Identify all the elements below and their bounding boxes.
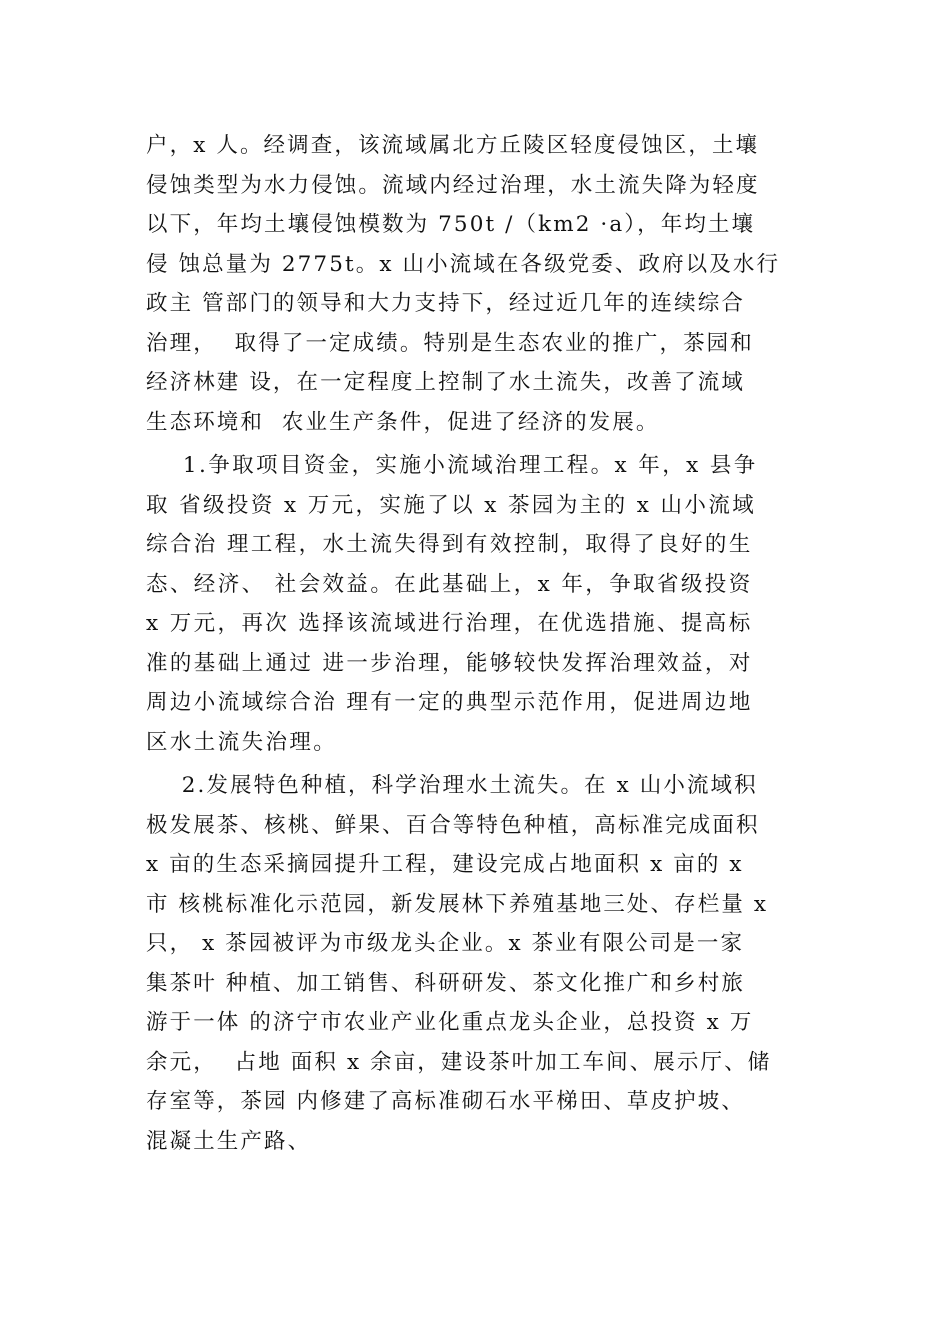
text-line: 以下，年均土壤侵蚀模数为 750t /（km2 ·a），年均土壤	[146, 212, 756, 237]
paragraph-item-1	[146, 446, 758, 762]
text-line: 治理， 取得了一定成绩。特别是生态农业的推广，茶园和	[146, 330, 754, 356]
paragraph-intro	[146, 126, 780, 442]
text-line: 混凝土生产路、	[146, 1128, 312, 1154]
text-line: 游于一体 的济宁市农业产业化重点龙头企业，总投资 x 万	[146, 1010, 754, 1035]
text-line: 只， x 茶园被评为市级龙头企业。x 茶业有限公司是一家	[146, 931, 745, 956]
text-line: 2.发展特色种植，科学治理水土流失。在 x 山小流域积	[146, 773, 758, 798]
text-line: 取 省级投资 x 万元，实施了以 x 茶园为主的 x 山小流域	[146, 492, 757, 518]
text-line: 综合治 理工程，水土流失得到有效控制，取得了良好的生	[146, 532, 753, 557]
text-line: 户，x 人。经调查，该流域属北方丘陵区轻度侵蚀区，土壤	[146, 133, 760, 158]
text-line: 准的基础上通过 进一步治理，能够较快发挥治理效益，对	[146, 650, 753, 676]
text-line: x 亩的生态采摘园提升工程，建设完成占地面积 x 亩的 x	[146, 852, 744, 877]
text-line: 政主 管部门的领导和大力支持下，经过近几年的连续综合	[146, 291, 745, 316]
text-line: x 万元，再次 选择该流域进行治理，在优选措施、提高标	[146, 611, 753, 636]
text-line: 态、经济、 社会效益。在此基础上，x 年，争取省级投资	[146, 571, 753, 597]
text-line: 存室等，茶园 内修建了高标准砌石水平梯田、草皮护坡、	[146, 1089, 745, 1114]
text-line: 1.争取项目资金，实施小流域治理工程。x 年，x 县争	[146, 453, 758, 478]
text-line: 区水土流失治理。	[146, 729, 338, 755]
text-line: 经济林建 设，在一定程度上控制了水土流失，改善了流域	[146, 370, 745, 395]
text-line: 市 核桃标准化示范园，新发展林下养殖基地三处、存栏量 x	[146, 891, 769, 917]
text-line: 集茶叶 种植、加工销售、科研研发、茶文化推广和乡村旅	[146, 970, 745, 996]
text-line: 侵 蚀总量为 2775t。x 山小流域在各级党委、政府以及水行	[146, 251, 781, 277]
paragraph-item-2	[146, 766, 771, 1161]
text-line: 生态环境和 农业生产条件，促进了经济的发展。	[146, 409, 660, 435]
text-line: 侵蚀类型为水力侵蚀。流域内经过治理，水土流失降为轻度	[146, 172, 760, 198]
text-line: 余元， 占地 面积 x 余亩，建设茶叶加工车间、展示厅、储	[146, 1049, 772, 1075]
text-line: 极发展茶、核桃、鲜果、百合等特色种植，高标准完成面积	[146, 812, 760, 838]
text-line: 周边小流域综合治 理有一定的典型示范作用，促进周边地	[146, 690, 753, 715]
